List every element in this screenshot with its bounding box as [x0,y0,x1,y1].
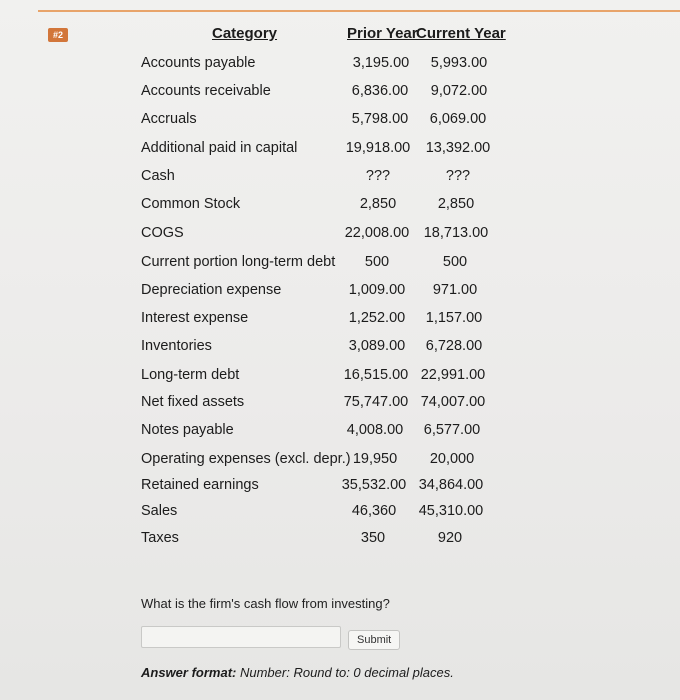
current-year-value: 45,310.00 [418,503,484,519]
current-year-value: 22,991.00 [420,367,486,383]
prior-year-value: 46,360 [351,503,397,519]
prior-year-value: 19,918.00 [345,140,411,156]
row-label: Taxes [141,530,179,546]
submit-button[interactable]: Submit [348,630,400,650]
row-label: Operating expenses (excl. depr.) [141,451,351,467]
prior-year-value: 6,836.00 [351,83,409,99]
table-row [0,530,680,552]
table-row [0,422,680,444]
row-label: Accounts receivable [141,83,271,99]
current-year-value: 971.00 [432,282,478,298]
table-row [0,140,680,162]
header-prior-year: Prior Year [347,25,418,42]
prior-year-value: 5,798.00 [351,111,409,127]
table-row [0,477,680,499]
prior-year-value: 22,008.00 [344,225,410,241]
current-year-value: 2,850 [437,196,475,212]
answer-format [141,665,454,680]
row-label: Retained earnings [141,477,259,493]
table-row [0,225,680,247]
row-label: Accounts payable [141,55,256,71]
table-row [0,282,680,304]
prior-year-value: 19,950 [352,451,398,467]
current-year-value: 20,000 [429,451,475,467]
table-row [0,451,680,473]
current-year-value: 74,007.00 [420,394,486,410]
current-year-value: 13,392.00 [425,140,491,156]
table-row [0,367,680,389]
table-row [0,196,680,218]
table-row [0,310,680,332]
prior-year-value: 3,195.00 [352,55,410,71]
current-year-value: 9,072.00 [430,83,488,99]
prior-year-value: 1,252.00 [348,310,406,326]
row-label: Additional paid in capital [141,140,298,156]
prior-year-value: 35,532.00 [341,477,407,493]
top-divider [38,10,680,12]
row-label: COGS [141,225,184,241]
header-current-year: Current Year [416,25,506,42]
row-label: Depreciation expense [141,282,282,298]
current-year-value: 18,713.00 [423,225,489,241]
row-label: Long-term debt [141,367,240,383]
row-label: Inventories [141,338,212,354]
prior-year-value: 3,089.00 [348,338,406,354]
table-row [0,55,680,77]
table-row [0,503,680,525]
table-row [0,83,680,105]
current-year-value: 500 [442,254,468,270]
header-category: Category [212,25,278,42]
current-year-value: 920 [437,530,463,546]
answer-format-text: Number: Round to: 0 decimal places. [239,665,454,680]
row-label: Cash [141,168,175,184]
prior-year-value: 75,747.00 [343,394,409,410]
row-label: Sales [141,503,178,519]
table-row [0,254,680,276]
current-year-value: 6,728.00 [425,338,483,354]
current-year-value: 5,993.00 [430,55,488,71]
prior-year-value: ??? [365,168,391,184]
prior-year-value: 500 [364,254,390,270]
row-label: Common Stock [141,196,241,212]
row-label: Accruals [141,111,197,127]
question-number-badge: #2 [48,28,68,42]
prior-year-value: 350 [360,530,386,546]
table-row [0,111,680,133]
prior-year-value: 1,009.00 [348,282,406,298]
table-row [0,394,680,416]
current-year-value: 6,577.00 [423,422,481,438]
prior-year-value: 16,515.00 [343,367,409,383]
current-year-value: ??? [445,168,471,184]
table-row [0,338,680,360]
answer-format-label: Answer format: [141,665,237,680]
current-year-value: 1,157.00 [425,310,483,326]
table-row [0,168,680,190]
row-label: Net fixed assets [141,394,245,410]
question-text: What is the firm's cash flow from investing? [141,596,390,611]
answer-input[interactable] [141,626,341,648]
prior-year-value: 2,850 [359,196,397,212]
prior-year-value: 4,008.00 [346,422,404,438]
current-year-value: 34,864.00 [418,477,484,493]
row-label: Notes payable [141,422,234,438]
row-label: Interest expense [141,310,249,326]
current-year-value: 6,069.00 [429,111,487,127]
row-label: Current portion long-term debt [141,254,336,270]
